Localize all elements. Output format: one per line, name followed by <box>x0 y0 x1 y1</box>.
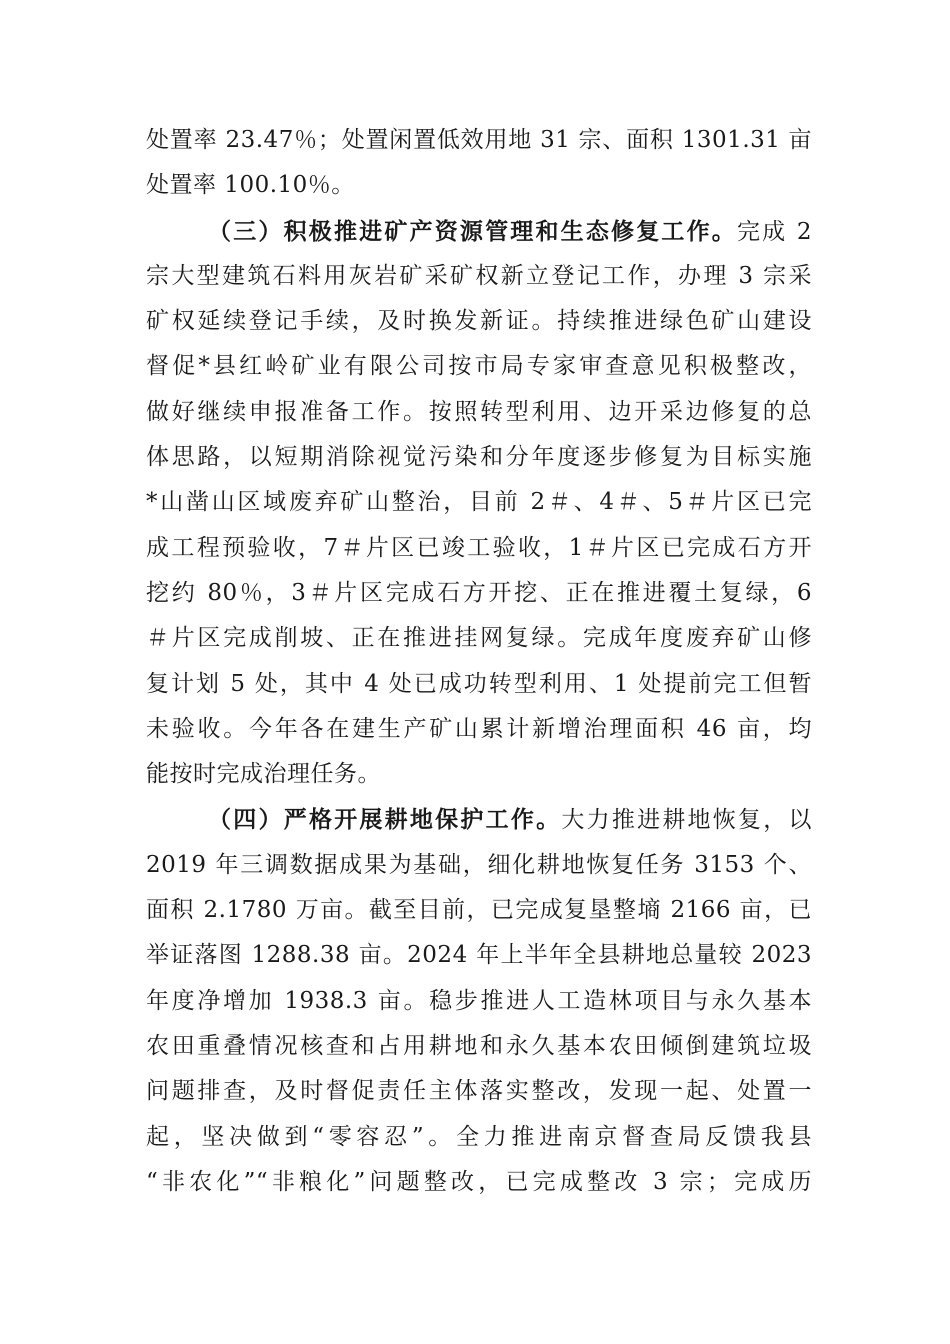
document-page <box>146 118 812 1205</box>
paragraph-first-line <box>146 797 812 842</box>
text-line: 复计划 5 处，其中 4 处已成功转型利用、1 处提前完工但暂 <box>146 670 812 697</box>
text-line: 面积 2.1780 万亩。截至目前，已完成复垦整墒 2166 亩，已 <box>146 897 812 924</box>
text-line: 督促*县红岭矿业有限公司按市局专家审查意见积极整改， <box>146 353 812 380</box>
text-span: 完成 2 <box>736 218 812 245</box>
text-line: “非农化”“非粮化”问题整改，已完成整改 3 宗；完成历 <box>146 1168 812 1195</box>
text-line: 宗大型建筑石料用灰岩矿采矿权新立登记工作，办理 3 宗采 <box>146 262 812 289</box>
text-line: 年度净增加 1938.3 亩。稳步推进人工造林项目与永久基本 <box>146 987 812 1014</box>
text-line: 成工程预验收，7＃片区已竣工验收，1＃片区已完成石方开 <box>146 534 812 561</box>
paragraph-3 <box>146 797 812 1205</box>
text-line: 能按时完成治理任务。 <box>146 761 381 788</box>
text-line: 矿权延续登记手续，及时换发新证。持续推进绿色矿山建设 <box>146 308 812 335</box>
text-line: 未验收。今年各在建生产矿山累计新增治理面积 46 亩，均 <box>146 715 812 742</box>
text-line: 处置率 23.47％；处置闲置低效用地 31 宗、面积 1301.31 亩 <box>146 127 812 153</box>
section-heading: （四）严格开展耕地保护工作。 <box>208 806 562 834</box>
text-line: 挖约 80％，3＃片区完成石方开挖、正在推进覆土复绿，6 <box>146 579 812 606</box>
text-line: 体思路，以短期消除视觉污染和分年度逐步修复为目标实施 <box>146 444 812 471</box>
text-line: 做好继续申报准备工作。按照转型利用、边开采边修复的总 <box>146 398 812 425</box>
text-line: 2019 年三调数据成果为基础，细化耕地恢复任务 3153 个、 <box>146 851 812 878</box>
text-line: 处置率 100.10％。 <box>146 172 355 199</box>
section-heading: （三）积极推进矿产资源管理和生态修复工作。 <box>208 217 737 245</box>
paragraph-1 <box>146 118 812 209</box>
text-line: 举证落图 1288.38 亩。2024 年上半年全县耕地总量较 2023 <box>146 942 812 969</box>
text-line: ＃片区完成削坡、正在推进挂网复绿。完成年度废弃矿山修 <box>146 625 812 652</box>
text-span: 大力推进耕地恢复，以 <box>561 807 813 834</box>
text-line: 问题排查，及时督促责任主体落实整改，发现一起、处置一 <box>146 1078 812 1105</box>
paragraph-2 <box>146 209 812 798</box>
text-line: 起，坚决做到“零容忍”。全力推进南京督查局反馈我县 <box>146 1123 812 1150</box>
paragraph-first-line <box>146 209 812 254</box>
text-line: *山凿山区域废弃矿山整治，目前 2＃、4＃、5＃片区已完 <box>146 489 812 516</box>
text-line: 农田重叠情况核查和占用耕地和永久基本农田倾倒建筑垃圾 <box>146 1032 812 1059</box>
